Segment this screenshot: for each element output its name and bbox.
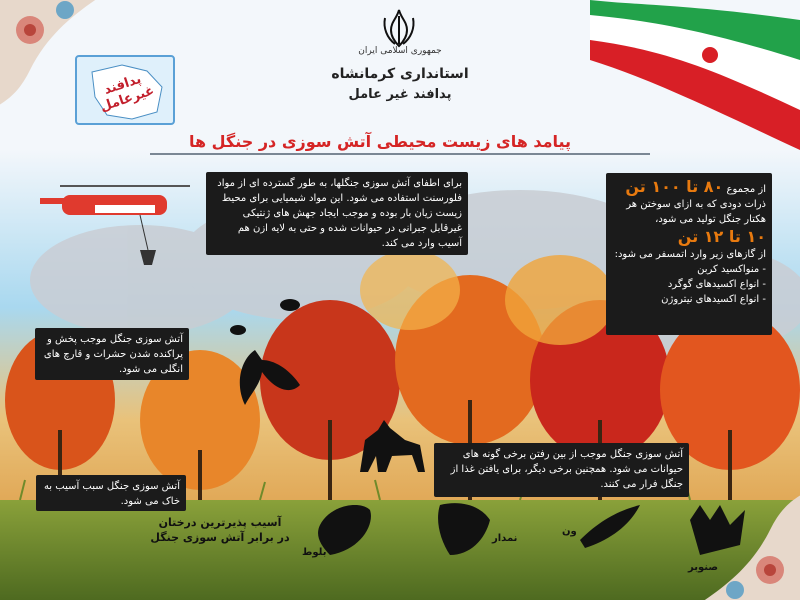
passive-defense-label: پدافند غیر عامل [348, 87, 452, 102]
floral-corner-bottom-right [690, 490, 800, 600]
iran-emblem-icon [377, 6, 421, 50]
page-title: پیامد های زیست محیطی آتش سوزی در جنگل ها [188, 132, 572, 151]
smoke-gas-info-box [606, 173, 772, 335]
passive-defense-logo [75, 55, 175, 125]
smoke-particles-text: ذرات دودی که به ازای سوختن هر هکتار جنگل تولید می شود، [626, 199, 766, 225]
gas-item: - منواکسید کربن [697, 264, 766, 275]
animals-info-box: آتش سوزی جنگل موجب از بین رفتن برخی گونه های حیوانات می شود. همچنین برخی دیگر، برای یافتن غذا از جنگل فرار می کنند. [434, 443, 689, 497]
gas-item: - انواع اکسیدهای گوگرد [667, 279, 766, 290]
governorate-label: استانداری کرمانشاه [331, 66, 469, 82]
from-total-label: از مجموع ۸۰ تا ۱۰۰ تن [625, 177, 766, 196]
oak-label: بلوط [302, 547, 327, 558]
vulnerable-trees-label: آسیب پذیرترین درختان در برابر آتش سوزی جنگل [150, 516, 290, 544]
republic-label: جمهوری اسلامی ایران [358, 46, 442, 56]
soil-info-box: آتش سوزی جنگل سبب آسیب به خاک می شود. [36, 475, 186, 511]
gases-text: از گازهای زیر وارد اتمسفر می شود: [614, 249, 766, 260]
ash-label: ون [562, 526, 577, 537]
range-10-12: ۱۰ تا ۱۲ تن [677, 227, 766, 246]
range-80-100: ۸۰ تا ۱۰۰ تن [625, 177, 724, 196]
maple-label: نمدار [492, 533, 518, 544]
gas-item: - انواع اکسیدهای نیتروژن [661, 294, 766, 305]
logo-text: پدافند غیرعامل [98, 71, 157, 115]
fluorescent-info-box: برای اطفای آتش سوزی جنگلها، به طور گسترده ای از مواد فلورسنت استفاده می شود. این مواد شیمیایی برای محیط زیست زیان بار بوده و موجب ایجاد جهش های ژنتیکی غیرقابل جبرانی در حیوانات شده و حتی به لایه ازن هم آسیب وارد می کند. [206, 172, 468, 255]
insects-info-box: آتش سوزی جنگل موجب پخش و پراکنده شدن حشرات و قارچ های انگلی می شود. [35, 328, 189, 380]
pine-label: صنوبر [688, 562, 718, 573]
